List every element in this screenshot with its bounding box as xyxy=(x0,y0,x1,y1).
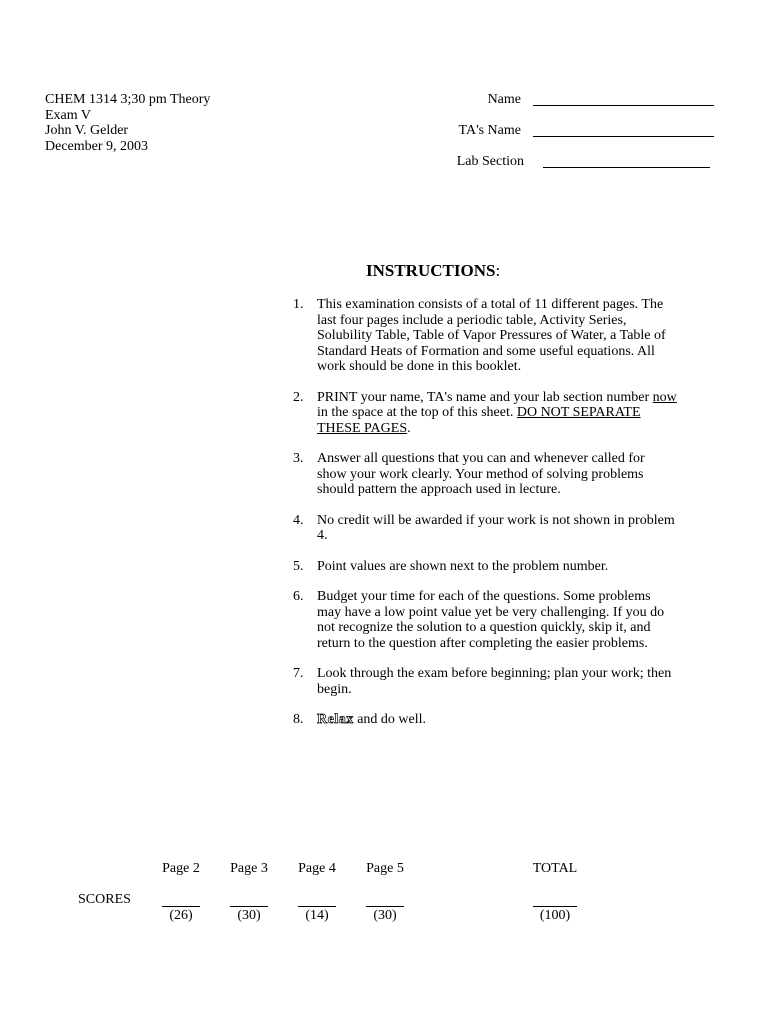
exam-number: Exam V xyxy=(45,107,92,123)
lab-section-label: Lab Section xyxy=(456,154,524,169)
score-blank[interactable] xyxy=(230,905,268,907)
list-item: 5. Point values are shown next to the problem number. xyxy=(293,558,609,574)
score-page-2: Page 2 (26) xyxy=(162,861,200,923)
exam-header xyxy=(45,92,210,154)
ta-name-label: TA's Name xyxy=(458,123,521,138)
score-blank[interactable] xyxy=(533,905,577,907)
score-blank[interactable] xyxy=(366,905,404,907)
instructor-name: John V. Gelder xyxy=(45,123,129,138)
list-item: 1. This examination consists of a total of 11 different pages. The last four pages include a periodic table, Activity Series, Solubility Table, Table of Vapor Pressures of Water, a Table of Standard Heats of Formation and some useful equations. All work should be done in this booklet. xyxy=(293,297,666,374)
score-blank[interactable] xyxy=(162,905,200,907)
ta-name-blank[interactable] xyxy=(533,122,714,137)
name-blank[interactable] xyxy=(533,91,714,106)
scores-label: SCORES xyxy=(78,892,131,907)
list-item: 3. Answer all questions that you can and whenever called for show your work clearly. Your method of solving problems should pattern the approach used in lecture. xyxy=(293,451,645,497)
score-page-4: Page 4 (14) xyxy=(298,861,336,923)
score-page-5: Page 5 (30) xyxy=(366,861,404,923)
list-item: 7. Look through the exam before beginning; plan your work; then begin. xyxy=(293,666,672,697)
score-blank[interactable] xyxy=(298,905,336,907)
instructions-list xyxy=(293,297,693,743)
list-item: 6. Budget your time for each of the questions. Some problems may have a low point value yet be very challenging. If you do not recognize the solution to a question quickly, skip it, and return to the question after completing the easier problems. xyxy=(293,589,665,651)
score-total: TOTAL (100) xyxy=(532,861,578,923)
relax-outline-text: Relax xyxy=(317,712,354,727)
lab-section-blank[interactable] xyxy=(543,153,710,168)
name-label: Name xyxy=(487,92,521,107)
course-title: CHEM 1314 3;30 pm Theory xyxy=(45,92,211,107)
list-item: 8. Relax and do well. xyxy=(293,712,427,727)
list-item: 2. PRINT your name, TA's name and your lab section number now in the space at the top of this sheet. DO NOT SEPARATE THESE PAGES. xyxy=(293,389,677,436)
score-page-3: Page 3 (30) xyxy=(230,861,268,923)
exam-date: December 9, 2003 xyxy=(45,138,149,154)
list-item: 4. No credit will be awarded if your work is not shown in problem 4. xyxy=(293,512,675,543)
instructions-heading: INSTRUCTIONS: xyxy=(366,261,501,280)
